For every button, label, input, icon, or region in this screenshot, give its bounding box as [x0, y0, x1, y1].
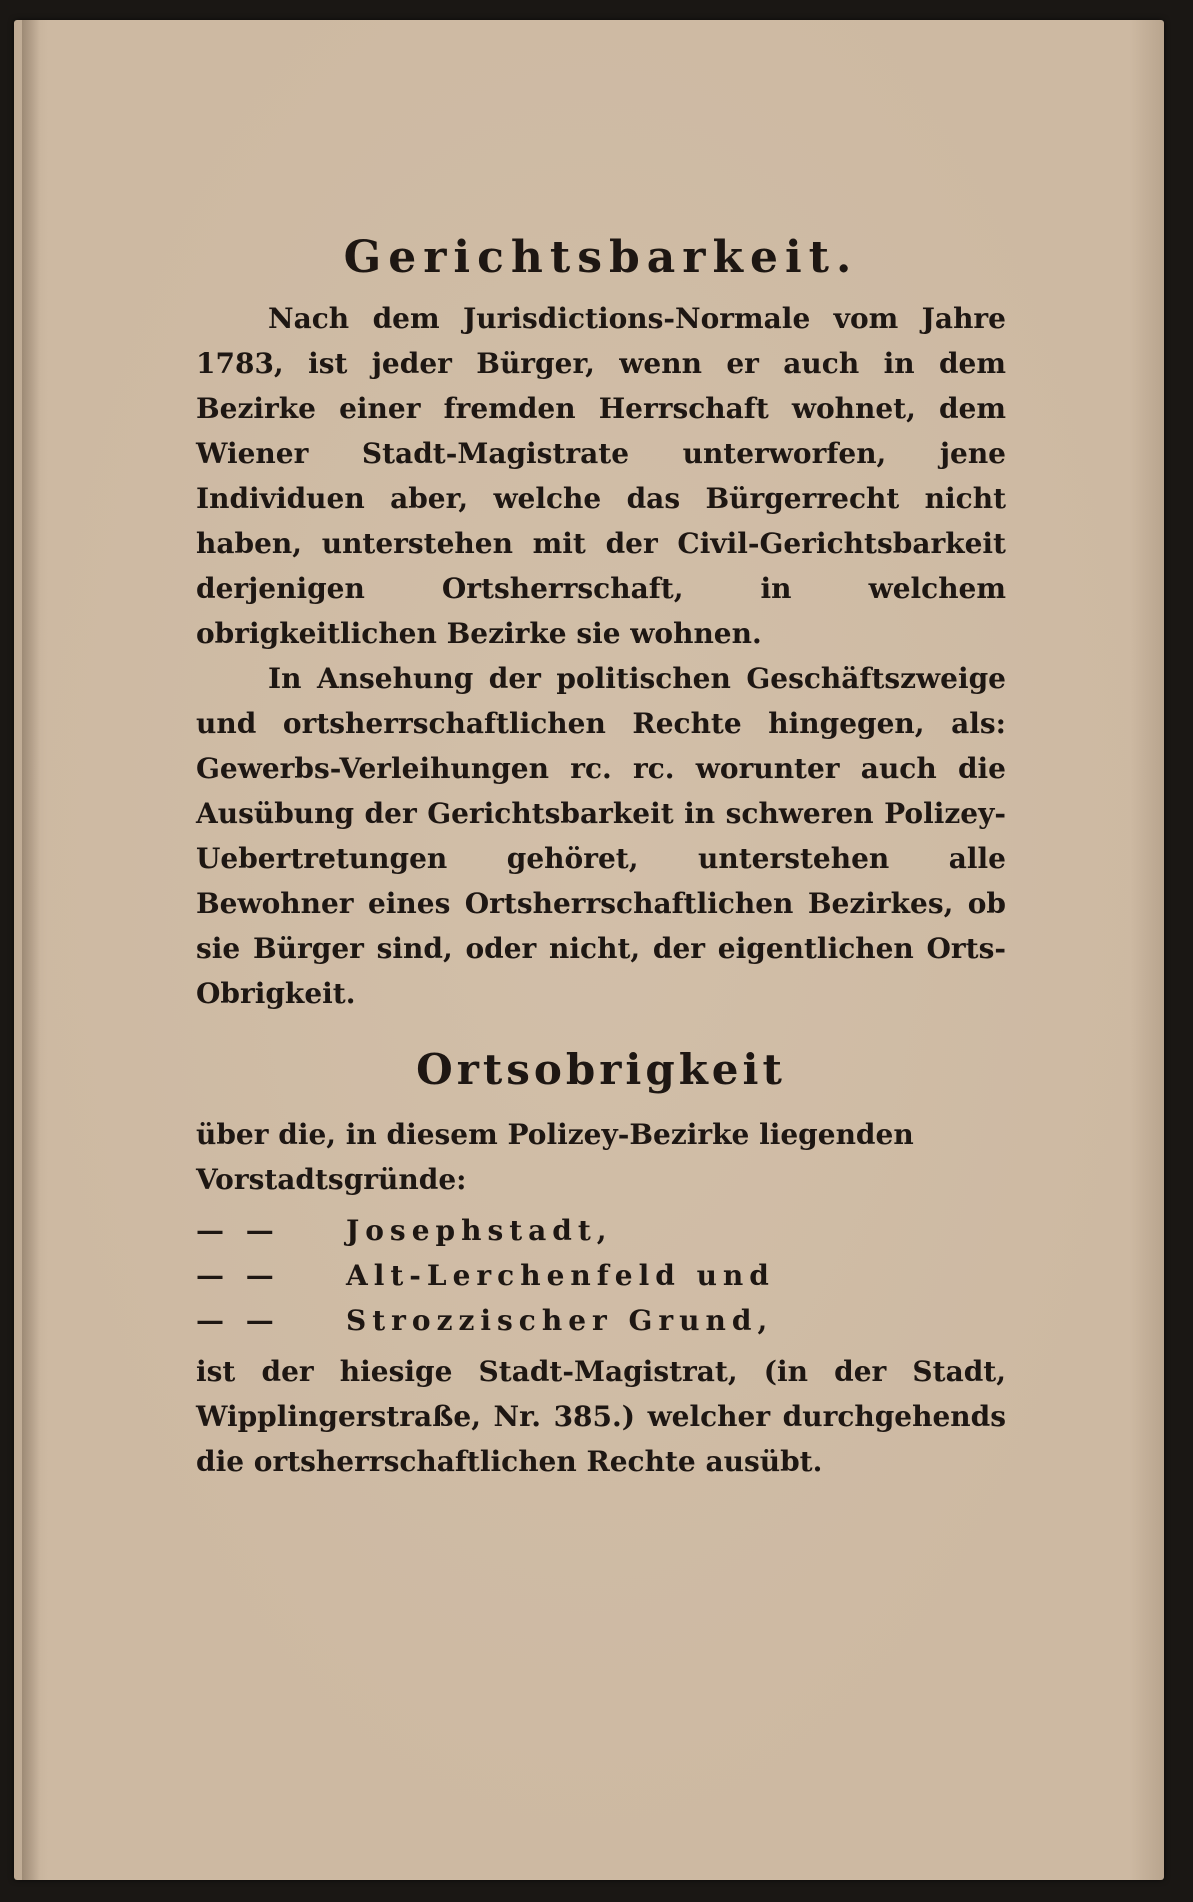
- list-item-name: Josephstadt,: [346, 1214, 613, 1247]
- list-dash: — —: [196, 1259, 280, 1292]
- list-item: [196, 1298, 1006, 1343]
- list-intro: über die, in diesem Polizey-Bezirke liegenden Vorstadtsgründe:: [196, 1118, 914, 1196]
- section-heading-ortsobrigkeit: Ortsobrigkeit: [416, 1045, 786, 1094]
- paragraph-political-affairs: In Ansehung der politischen Geschäftszweige und ortsherrschaftlichen Rechte hingegen, als: Gewerbs-Verleihungen rc. rc. worunter auch die Ausübung der Gerichtsbarkeit in schweren Polizey-Uebertretungen gehöret, unterstehen alle Bewohner eines Ortsherrschaftlichen Bezirkes, ob sie Bürger sind, oder nicht, der eigentlichen Orts-Obrigkeit.: [196, 662, 1006, 1010]
- page-text-block: [196, 230, 1006, 1484]
- list-item-name: Strozzischer Grund,: [346, 1304, 774, 1337]
- list-item: [196, 1208, 1006, 1253]
- paragraph-jurisdiction: Nach dem Jurisdictions-Normale vom Jahre 1783, ist jeder Bürger, wenn er auch in dem Bezirke einer fremden Herrschaft wohnet, dem Wiener Stadt-Magistrate unterworfen, jene Individuen aber, welche das Bürgerrecht nicht haben, unterstehen mit der Civil-Gerichtsbarkeit derjenigen Ortsherrschaft, in welchem obrigkeitlichen Bezirke sie wohnen.: [196, 302, 1006, 650]
- list-dash: — —: [196, 1214, 280, 1247]
- list-item: [196, 1253, 1006, 1298]
- suburb-list: [196, 1208, 1006, 1343]
- section-heading-gerichtsbarkeit: Gerichtsbarkeit.: [343, 232, 859, 283]
- list-dash: — —: [196, 1304, 280, 1337]
- list-item-name: Alt-Lerchenfeld und: [346, 1259, 775, 1292]
- paragraph-magistrate: ist der hiesige Stadt-Magistrat, (in der Stadt, Wipplingerstraße, Nr. 385.) welcher durchgehends die ortsherrschaftlichen Rechte ausübt.: [196, 1355, 1006, 1478]
- binding-gutter: [22, 20, 40, 1880]
